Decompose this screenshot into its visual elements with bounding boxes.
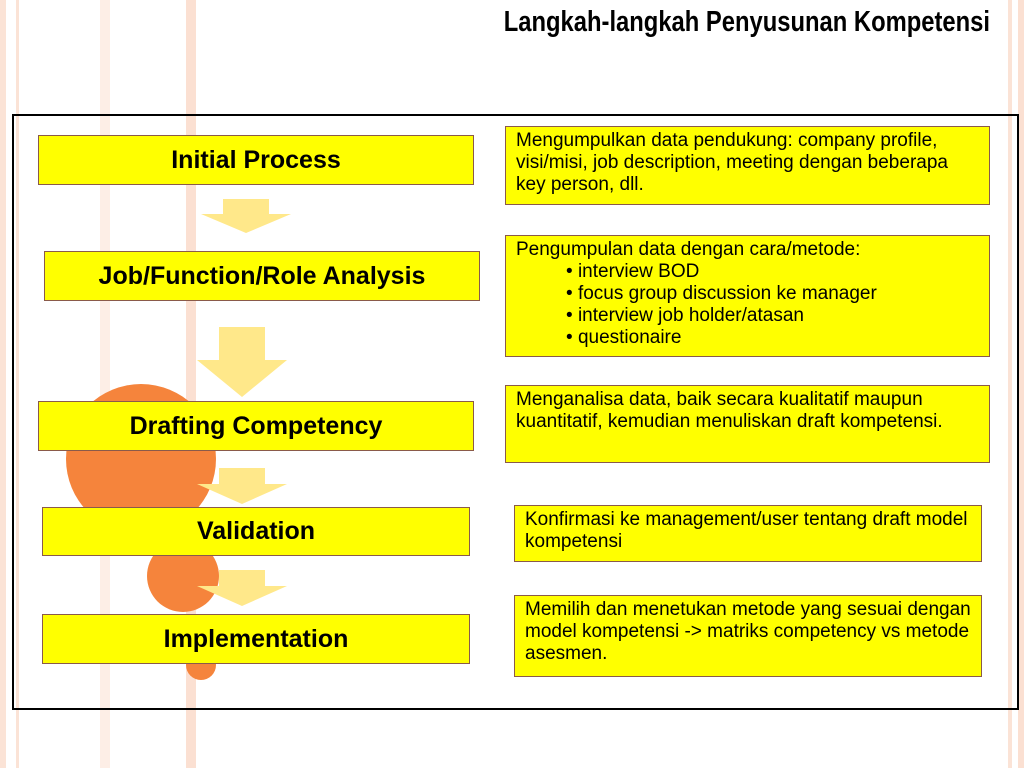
down-arrow-icon (197, 468, 287, 504)
description-validation (514, 505, 982, 562)
down-arrow-icon (197, 327, 287, 397)
slide-title: Langkah-langkah Penyusunan Kompetensi (503, 6, 990, 38)
list-item: • questionaire (566, 327, 979, 349)
step-job-function-role-analysis: Job/Function/Role Analysis (44, 251, 480, 301)
description-text: Menganalisa data, baik secara kualitatif maupun kuantitatif, kemudian menuliskan draft kompetensi. (516, 389, 943, 432)
description-implementation (514, 595, 982, 677)
down-arrow-icon (201, 199, 291, 233)
step-drafting-competency: Drafting Competency (38, 401, 474, 451)
list-item: • interview job holder/atasan (566, 305, 979, 327)
description-text: Pengumpulan data dengan cara/metode: (516, 239, 861, 260)
decorative-stripe (0, 0, 6, 768)
step-implementation: Implementation (42, 614, 470, 664)
list-item: • focus group discussion ke manager (566, 283, 979, 305)
down-arrow-icon (197, 570, 287, 606)
description-text: Memilih dan menetukan metode yang sesuai dengan model kompetensi -> matriks competency vs metode asesmen. (525, 599, 971, 664)
step-initial-process: Initial Process (38, 135, 474, 185)
description-initial-process (505, 126, 990, 205)
description-job-analysis (505, 235, 990, 357)
list-item: • interview BOD (566, 261, 979, 283)
method-list (516, 261, 979, 349)
step-validation: Validation (42, 507, 470, 556)
description-drafting (505, 385, 990, 463)
description-text: Mengumpulkan data pendukung: company profile, visi/misi, job description, meeting dengan beberapa key person, dll. (516, 130, 948, 195)
description-text: Konfirmasi ke management/user tentang draft model kompetensi (525, 509, 968, 552)
